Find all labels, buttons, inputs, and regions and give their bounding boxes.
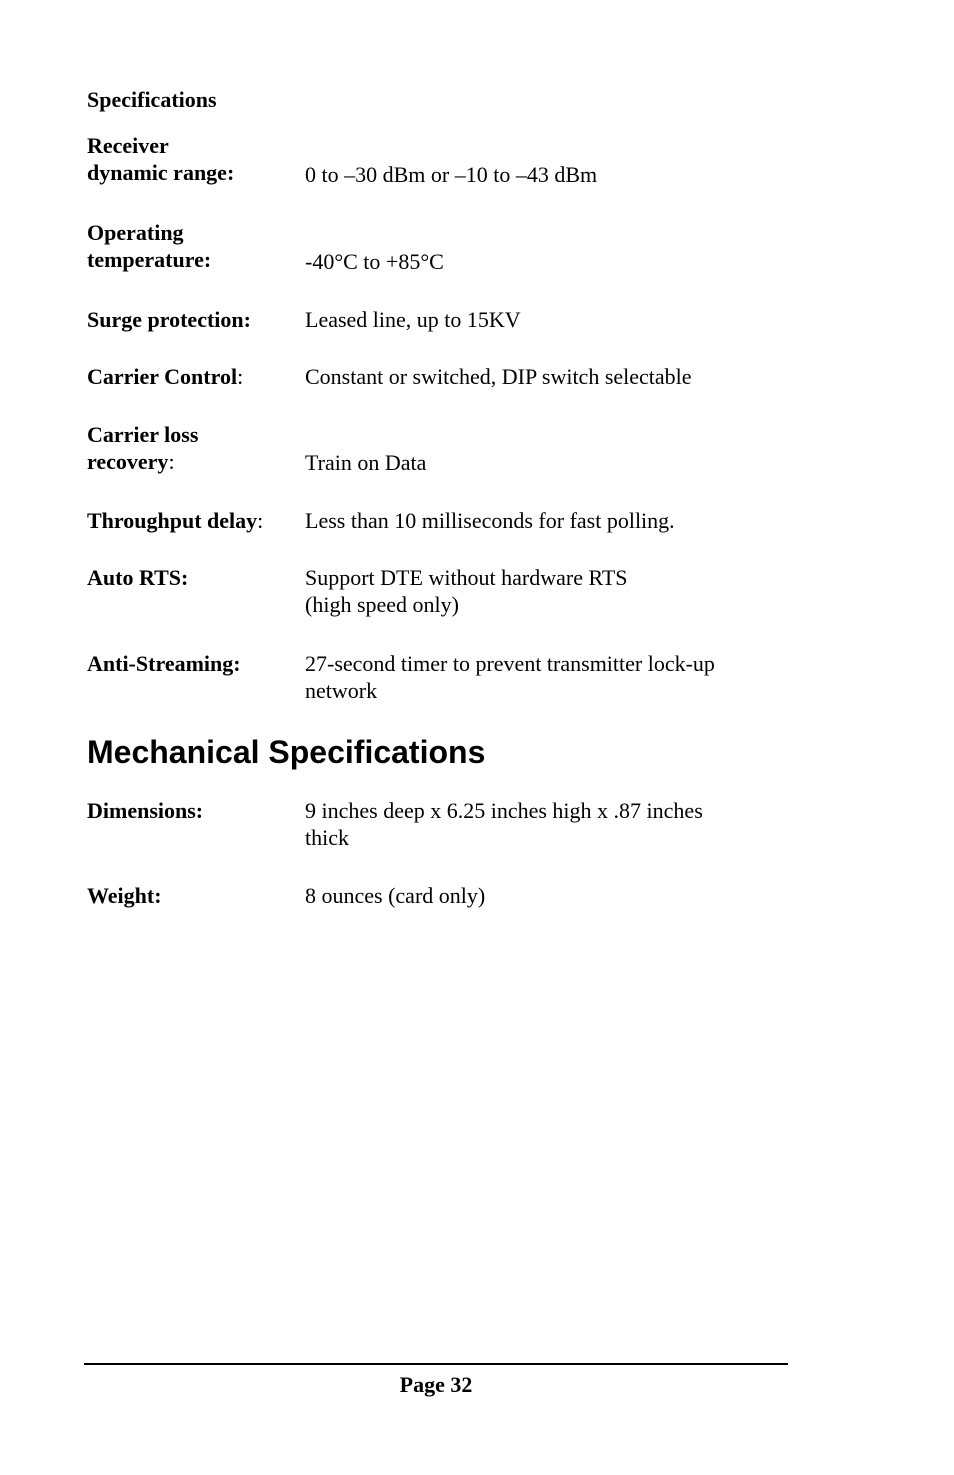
spec-value: Train on Data — [305, 450, 427, 475]
spec-value: Support DTE without hardware RTS (high speed only) — [305, 565, 628, 617]
page-number: Page 32 — [399, 1372, 473, 1397]
spec-label: Auto RTS: — [87, 565, 189, 590]
spec-label: Receiver dynamic range: — [87, 133, 235, 185]
spec-label: Anti-Streaming: — [87, 651, 241, 676]
spec-label: Carrier Control: — [87, 364, 244, 389]
spec-value: 0 to –30 dBm or –10 to –43 dBm — [305, 162, 598, 187]
spec-value: -40°C to +85°C — [305, 249, 444, 274]
mechanical-heading: Mechanical Specifications — [87, 734, 486, 770]
footer-rule — [84, 1363, 788, 1365]
spec-label: Surge protection: — [87, 307, 251, 332]
spec-label: Throughput delay: — [87, 508, 264, 533]
spec-label: Operating temperature: — [87, 220, 212, 272]
spec-label: Dimensions: — [87, 798, 204, 823]
spec-value: Constant or switched, DIP switch selectable — [305, 364, 692, 389]
spec-value: 9 inches deep x 6.25 inches high x .87 inches thick — [305, 798, 703, 850]
spec-label: Carrier loss recovery: — [87, 422, 199, 474]
spec-value: Leased line, up to 15KV — [305, 307, 521, 332]
section-heading: Specifications — [87, 87, 217, 112]
spec-value: Less than 10 milliseconds for fast polling. — [305, 508, 675, 533]
spec-value: 27-second timer to prevent transmitter lock-up network — [305, 651, 715, 703]
spec-label: Weight: — [87, 883, 162, 908]
spec-value: 8 ounces (card only) — [305, 883, 486, 908]
